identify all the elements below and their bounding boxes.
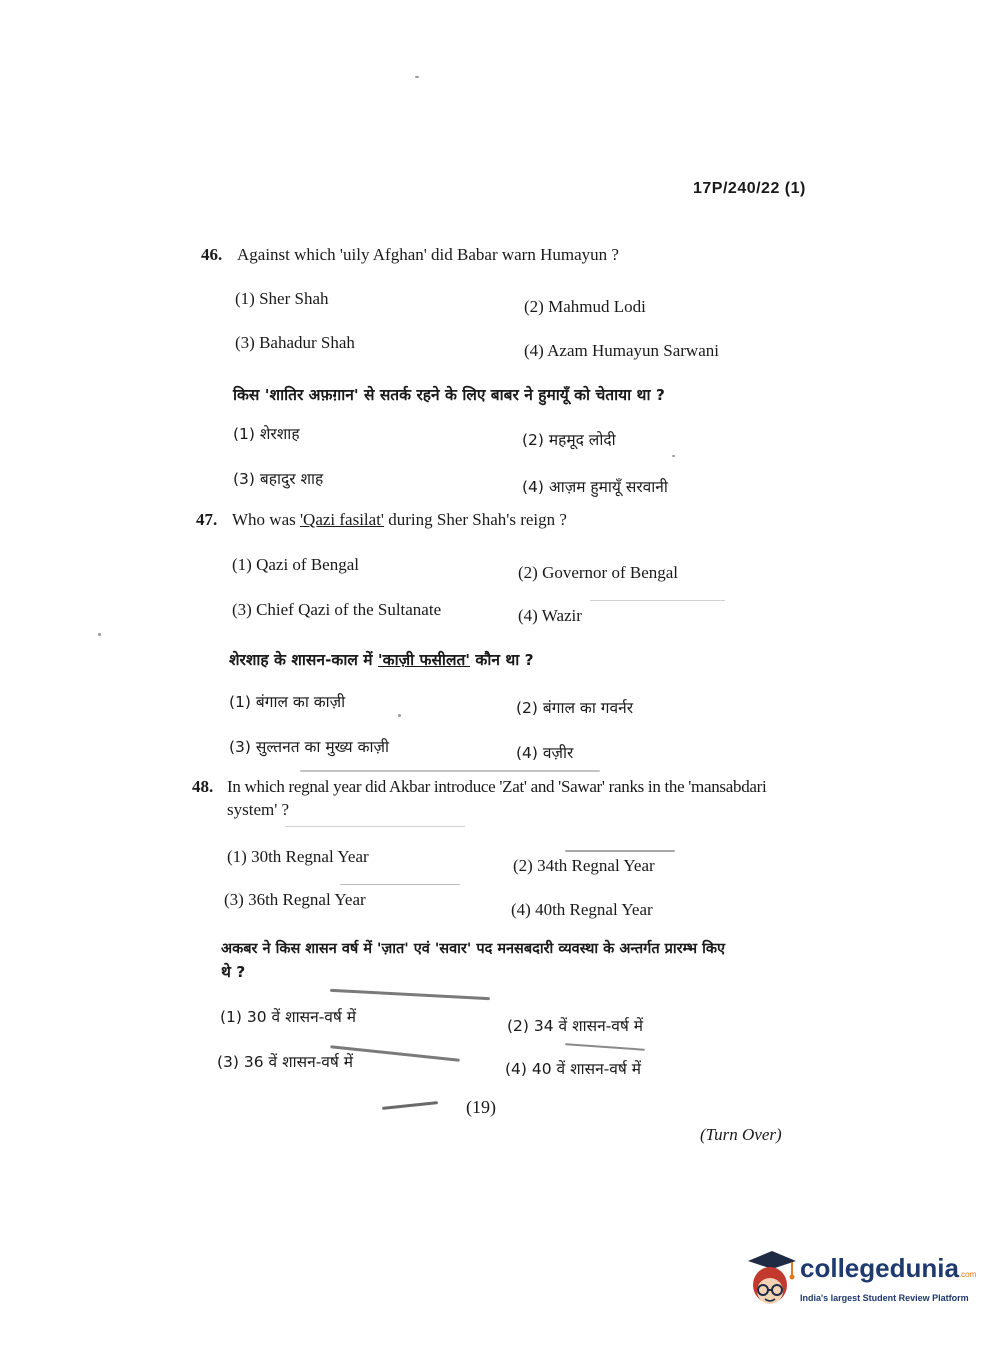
q46-option-2-en: (2) Mahmud Lodi xyxy=(524,297,646,316)
q48-option-3-hi: (3) 36 वें शासन-वर्ष में xyxy=(217,1053,354,1071)
question-number-46: 46. xyxy=(201,245,223,264)
scan-streak xyxy=(300,770,600,772)
q46-option-2-hi: (2) महमूद लोदी xyxy=(522,431,616,449)
question-number-47: 47. xyxy=(196,510,218,529)
q47-text-pre: Who was xyxy=(232,510,300,529)
q48-option-4-en: (4) 40th Regnal Year xyxy=(511,900,653,919)
q48-option-4-hi: (4) 40 वें शासन-वर्ष में xyxy=(505,1060,642,1078)
q47-option-1-hi: (1) बंगाल का काज़ी xyxy=(229,693,346,711)
q47-option-1-en: (1) Qazi of Bengal xyxy=(232,555,359,574)
q47-option-3-hi: (3) सुल्तनत का मुख्य काज़ी xyxy=(229,738,390,756)
scan-speck xyxy=(672,455,675,457)
question-number-48: 48. xyxy=(192,777,214,796)
brand-suffix: .com xyxy=(958,1270,977,1279)
brand-tagline: India's largest Student Review Platform xyxy=(800,1293,969,1303)
q47-hi-pre: शेरशाह के शासन-काल में xyxy=(229,651,378,669)
brand-text: collegedunia xyxy=(800,1253,959,1283)
q46-option-3-hi: (3) बहादुर शाह xyxy=(233,470,324,488)
scan-streak xyxy=(565,850,675,852)
scan-streak xyxy=(285,826,465,827)
q46-option-1-hi: (1) शेरशाह xyxy=(233,425,300,443)
q47-hi-post: कौन था ? xyxy=(470,651,534,669)
ink-stroke xyxy=(330,989,490,1000)
q48-option-2-en: (2) 34th Regnal Year xyxy=(513,856,655,875)
q48-option-1-hi: (1) 30 वें शासन-वर्ष में xyxy=(220,1008,357,1026)
scan-speck xyxy=(98,633,101,636)
q47-term-qazi-fasilat: 'Qazi fasilat' xyxy=(299,510,384,529)
q47-option-2-en: (2) Governor of Bengal xyxy=(518,563,679,582)
scan-streak xyxy=(590,600,725,601)
q46-option-3-en: (3) Bahadur Shah xyxy=(235,333,355,352)
turn-over-note: (Turn Over) xyxy=(700,1125,782,1144)
scan-streak xyxy=(340,884,460,885)
question-47-text-hi xyxy=(229,648,534,670)
question-48-text-en-line2: system' ? xyxy=(227,800,290,819)
q46-option-1-en: (1) Sher Shah xyxy=(235,289,329,308)
question-47-text-en xyxy=(232,510,567,530)
ink-stroke xyxy=(382,1101,438,1110)
q46-option-4-hi: (4) आज़म हुमायूँ सरवानी xyxy=(522,478,668,496)
ink-stroke xyxy=(565,1043,645,1051)
q48-option-1-en: (1) 30th Regnal Year xyxy=(227,847,369,866)
q47-option-3-en: (3) Chief Qazi of the Sultanate xyxy=(232,600,442,619)
paper-code: 17P/240/22 (1) xyxy=(693,180,806,197)
question-48-text-en-line1: In which regnal year did Akbar introduce 'Zat' and 'Sawar' ranks in the 'mansabdari xyxy=(227,777,767,796)
q48-option-3-en: (3) 36th Regnal Year xyxy=(224,890,366,909)
brand-name xyxy=(800,1253,976,1284)
scan-speck xyxy=(398,714,401,717)
page-number: (19) xyxy=(466,1097,496,1117)
q47-option-4-hi: (4) वज़ीर xyxy=(516,744,574,762)
q48-option-2-hi: (2) 34 वें शासन-वर्ष में xyxy=(507,1017,644,1035)
q47-option-2-hi: (2) बंगाल का गवर्नर xyxy=(516,699,634,717)
scan-speck xyxy=(415,76,419,78)
q47-option-4-en: (4) Wazir xyxy=(518,606,582,625)
q47-text-post: during Sher Shah's reign ? xyxy=(384,510,567,529)
question-48-text-hi-line1: अकबर ने किस शासन वर्ष में 'ज़ात' एवं 'सवार' पद मनसबदारी व्यवस्था के अन्तर्गत प्रारम्भ किए xyxy=(221,941,726,957)
question-46-text-en: Against which 'uily Afghan' did Babar warn Humayun ? xyxy=(237,245,619,264)
mascot-icon xyxy=(742,1247,798,1313)
question-48-text-hi-line2: थे ? xyxy=(221,963,246,981)
q46-option-4-en: (4) Azam Humayun Sarwani xyxy=(524,341,719,360)
collegedunia-watermark xyxy=(742,1247,977,1317)
question-46-text-hi: किस 'शातिर अफ़ग़ान' से सतर्क रहने के लिए बाबर ने हुमायूँ को चेताया था ? xyxy=(233,386,665,404)
q47-hi-term: 'काज़ी फसीलत' xyxy=(377,651,471,669)
